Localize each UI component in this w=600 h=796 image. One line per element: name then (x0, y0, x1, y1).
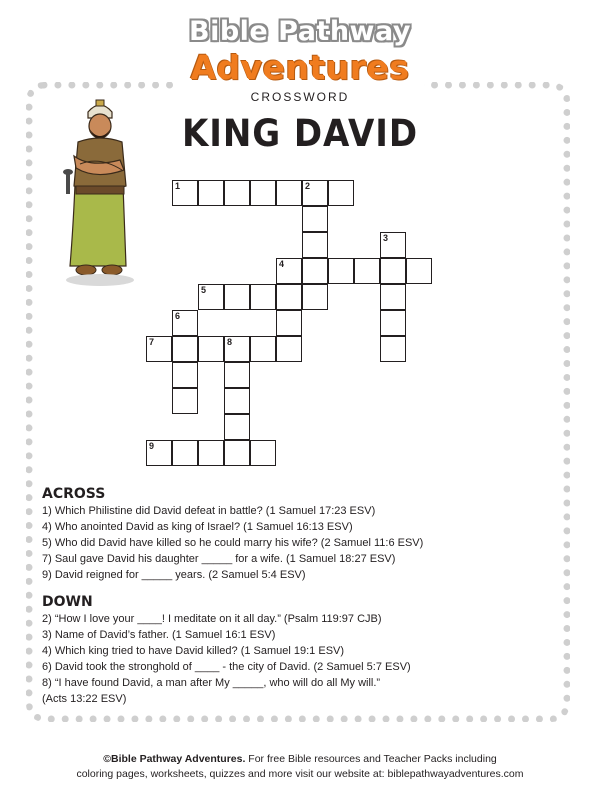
crossword-cell[interactable] (172, 440, 198, 466)
crossword-cell[interactable] (172, 180, 198, 206)
crossword-cell[interactable] (146, 440, 172, 466)
across-clue: 4) Who anointed David as king of Israel? (1 Samuel 16:13 ESV) (42, 521, 353, 533)
crossword-cell[interactable] (198, 336, 224, 362)
clue-number: 7 (149, 337, 155, 347)
crossword-cell[interactable] (224, 284, 250, 310)
down-clue: 8) “I have found David, a man after My _____, who will do all My will.” (42, 677, 381, 689)
footer-brand: ©Bible Pathway Adventures. (103, 753, 246, 765)
crossword-cell[interactable] (224, 388, 250, 414)
crossword-cell[interactable] (172, 362, 198, 388)
clue-number: 9 (149, 441, 155, 451)
clue-number: 2 (305, 181, 311, 191)
crossword-cell[interactable] (302, 232, 328, 258)
down-heading: DOWN (42, 594, 93, 610)
down-clue: 4) Which king tried to have David killed? (1 Samuel 19:1 ESV) (42, 645, 345, 657)
across-heading: ACROSS (42, 486, 106, 502)
footer-line-1-text: For free Bible resources and Teacher Packs including (245, 753, 497, 765)
footer-line-2: coloring pages, worksheets, quizzes and more visit our website at: biblepathwayadventures.com (76, 768, 524, 780)
crossword-cell[interactable] (380, 232, 406, 258)
crossword-cell[interactable] (406, 258, 432, 284)
clue-number: 4 (279, 259, 285, 269)
crossword-cell[interactable] (250, 440, 276, 466)
down-clue: 3) Name of David’s father. (1 Samuel 16:1 ESV) (42, 629, 276, 641)
down-clue-continued: (Acts 13:22 ESV) (42, 693, 127, 705)
crossword-cell[interactable] (276, 336, 302, 362)
crossword-cell[interactable] (224, 414, 250, 440)
clues-section (42, 485, 572, 707)
crossword-cell[interactable] (380, 284, 406, 310)
crossword-cell[interactable] (328, 180, 354, 206)
crossword-cell[interactable] (224, 440, 250, 466)
across-clue: 9) David reigned for _____ years. (2 Samuel 5:4 ESV) (42, 569, 306, 581)
down-clue: 6) David took the stronghold of ____ - the city of David. (2 Samuel 5:7 ESV) (42, 661, 411, 673)
clue-number: 1 (175, 181, 181, 191)
crossword-cell[interactable] (276, 180, 302, 206)
crossword-cell[interactable] (224, 336, 250, 362)
crossword-cell[interactable] (276, 258, 302, 284)
page-title: KING DAVID (181, 112, 419, 155)
across-clue: 5) Who did David have killed so he could marry his wife? (2 Samuel 11:6 ESV) (42, 537, 424, 549)
crossword-cell[interactable] (224, 180, 250, 206)
logo-line-1: Bible Pathway (189, 16, 411, 47)
crossword-cell[interactable] (328, 258, 354, 284)
crossword-cell[interactable] (380, 336, 406, 362)
across-clue-list (42, 503, 572, 583)
clue-number: 3 (383, 233, 389, 243)
crossword-cell[interactable] (172, 336, 198, 362)
crossword-cell[interactable] (276, 310, 302, 336)
crossword-cell[interactable] (250, 336, 276, 362)
footer (0, 752, 600, 782)
down-clue-list (42, 611, 572, 707)
crossword-cell[interactable] (302, 206, 328, 232)
across-clue: 7) Saul gave David his daughter _____ for a wife. (1 Samuel 18:27 ESV) (42, 553, 396, 565)
clue-number: 6 (175, 311, 181, 321)
crossword-cell[interactable] (250, 284, 276, 310)
crossword-cell[interactable] (380, 310, 406, 336)
crossword-cell[interactable] (276, 284, 302, 310)
crossword-cell[interactable] (302, 258, 328, 284)
footer-line-1 (0, 752, 600, 767)
crossword-cell[interactable] (380, 258, 406, 284)
clue-number: 5 (201, 285, 207, 295)
down-clue: 2) “How I love your ____! I meditate on it all day.” (Psalm 119:97 CJB) (42, 613, 382, 625)
crossword-cell[interactable] (302, 180, 328, 206)
crossword-cell[interactable] (146, 336, 172, 362)
crossword-cell[interactable] (354, 258, 380, 284)
crossword-cell[interactable] (172, 310, 198, 336)
logo-line-2: Adventures (190, 48, 410, 87)
crossword-cell[interactable] (172, 388, 198, 414)
crossword-cell[interactable] (198, 284, 224, 310)
crossword-cell[interactable] (224, 362, 250, 388)
crossword-cell[interactable] (250, 180, 276, 206)
crossword-cell[interactable] (198, 180, 224, 206)
clue-number: 8 (227, 337, 233, 347)
crossword-cell[interactable] (302, 284, 328, 310)
subtitle: CROSSWORD (250, 90, 350, 104)
crossword-cell[interactable] (198, 440, 224, 466)
across-clue: 1) Which Philistine did David defeat in battle? (1 Samuel 17:23 ESV) (42, 505, 376, 517)
